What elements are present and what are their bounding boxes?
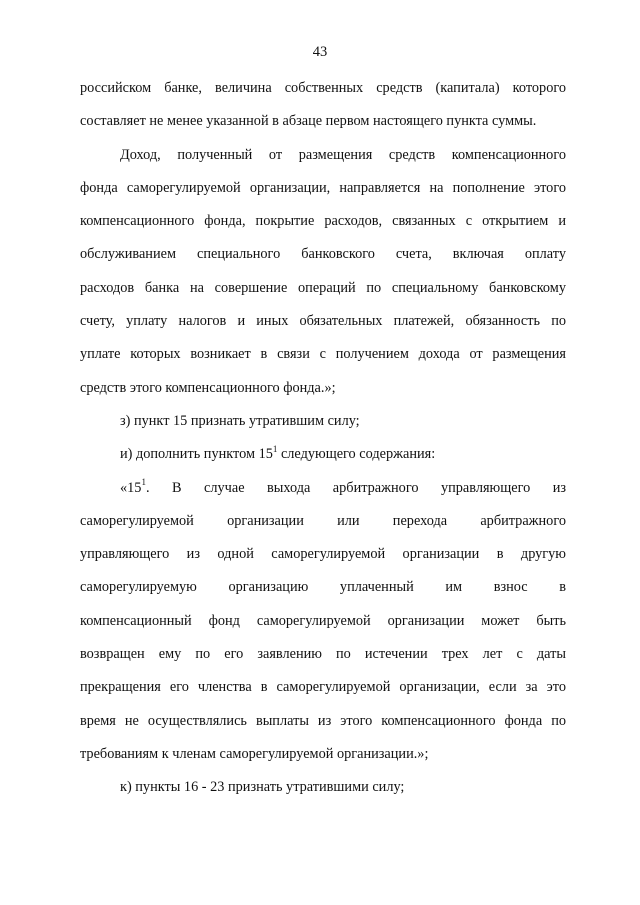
text-line: возвращен ему по его заявлению по истечении трех лет с даты bbox=[80, 646, 566, 663]
text-line: к) пункты 16 - 23 признать утратившими силу; bbox=[120, 779, 405, 796]
text-line: время не осуществлялись выплаты из этого компенсационного фонда по bbox=[80, 712, 566, 729]
superscript: 1 bbox=[272, 443, 278, 454]
text-line: компенсационного фонда, покрытие расходов, связанных с открытием и bbox=[80, 213, 566, 230]
paragraph bbox=[80, 438, 566, 471]
text-fragment: и) дополнить пунктом 15 bbox=[120, 446, 273, 463]
text-line: российском банке, величина собственных средств (капитала) которого bbox=[80, 80, 566, 96]
text-line: управляющего из одной саморегулируемой организации в другую bbox=[80, 546, 566, 563]
superscript: 1 bbox=[141, 476, 146, 487]
paragraph bbox=[80, 771, 566, 804]
text-line: счету, уплату налогов и иных обязательных платежей, обязанность по bbox=[80, 313, 566, 330]
text-line: составляет не менее указанной в абзаце первом настоящего пункта суммы. bbox=[80, 113, 537, 130]
text-line: средств этого компенсационного фонда.»; bbox=[80, 379, 336, 396]
paragraph bbox=[80, 72, 566, 139]
text-line: уплате которых возникает в связи с получением дохода от размещения bbox=[80, 346, 566, 363]
text-line: обслуживанием специального банковского счета, включая оплату bbox=[80, 246, 566, 263]
text-line: расходов банка на совершение операций по специальному банковскому bbox=[80, 279, 566, 296]
page-number: 43 bbox=[312, 44, 328, 60]
text-fragment: . В случае выхода арбитражного управляющего из bbox=[145, 479, 566, 496]
paragraph bbox=[80, 405, 566, 438]
text-line bbox=[80, 438, 566, 471]
text-line: прекращения его членства в саморегулируемой организации, если за это bbox=[80, 679, 566, 696]
document-body bbox=[80, 72, 566, 805]
text-fragment: «15 bbox=[120, 479, 142, 496]
text-line: саморегулируемой организации или перехода арбитражного bbox=[80, 512, 566, 529]
text-line: Доход, полученный от размещения средств компенсационного bbox=[120, 146, 566, 163]
text-line: требованиям к членам саморегулируемой организации.»; bbox=[80, 745, 429, 762]
text-line: з) пункт 15 признать утратившим силу; bbox=[120, 412, 360, 429]
text-fragment: следующего содержания: bbox=[277, 446, 436, 463]
paragraph bbox=[80, 139, 566, 405]
text-line bbox=[80, 472, 566, 505]
text-line: саморегулируемую организацию уплаченный им взнос в bbox=[80, 579, 566, 596]
text-line: фонда саморегулируемой организации, направляется на пополнение этого bbox=[80, 179, 566, 196]
text-line: компенсационный фонд саморегулируемой организации может быть bbox=[80, 612, 566, 629]
paragraph bbox=[80, 472, 566, 772]
